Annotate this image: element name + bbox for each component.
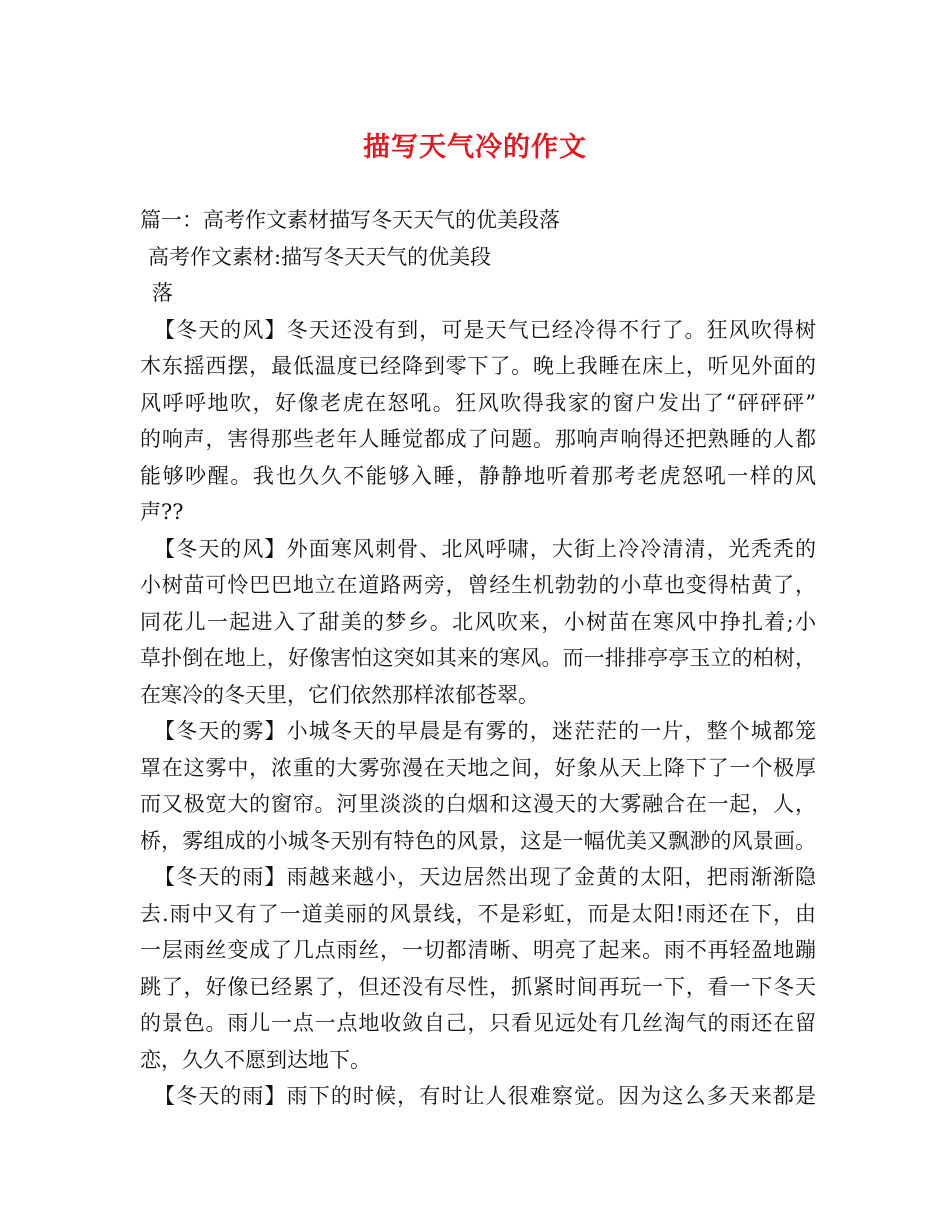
text-line: 在寒冷的冬天里，它们依然那样浓郁苍翠。 bbox=[140, 682, 539, 707]
text-line: 桥，雾组成的小城冬天别有特色的风景，这是一幅优美又飘渺的风景画。 bbox=[140, 828, 816, 853]
document-title: 描写天气冷的作文 bbox=[363, 132, 587, 163]
text-line: 【冬天的雾】小城冬天的早晨是有雾的，迷茫茫的一片，整个城都笼 bbox=[154, 719, 816, 743]
text-line: 【冬天的风】外面寒风刺骨、北风呼啸，大街上冷冷清清，光秃秃的 bbox=[154, 536, 816, 561]
document-body bbox=[140, 202, 816, 1115]
text-line: 草扑倒在地上，好像害怕这突如其来的寒风。而一排排亭亭玉立的柏树， bbox=[140, 646, 816, 670]
text-line: 落 bbox=[152, 281, 173, 305]
text-line: 风呼呼地吹，好像老虎在怒吼。狂风吹得我家的窗户发出了“砰砰砰” bbox=[140, 390, 816, 415]
text-line: 的景色。雨儿一点一点地收敛自己，只看见远处有几丝淘气的雨还在留 bbox=[140, 1011, 816, 1035]
text-line: 木东摇西摆，最低温度已经降到零下了。晚上我睡在床上，听见外面的 bbox=[140, 354, 816, 378]
text-line: 声?? bbox=[140, 500, 184, 524]
text-line: 同花儿一起进入了甜美的梦乡。北风吹来，小树苗在寒风中挣扎着;小 bbox=[140, 609, 816, 634]
text-line: 而又极宽大的窗帘。河里淡淡的白烟和这漫天的大雾融合在一起，人， bbox=[140, 792, 816, 816]
text-line: 去.雨中又有了一道美丽的风景线，不是彩虹，而是太阳!雨还在下，由 bbox=[140, 901, 816, 926]
text-line: 跳了，好像已经累了，但还没有尽性，抓紧时间再玩一下，看一下冬天 bbox=[140, 974, 816, 999]
text-line: 小树苗可怜巴巴地立在道路两旁，曾经生机勃勃的小草也变得枯黄了， bbox=[140, 573, 816, 597]
text-line: 高考作文素材:描写冬天天气的优美段 bbox=[148, 244, 492, 269]
text-line: 能够吵醒。我也久久不能够入睡，静静地听着那考老虎怒吼一样的风 bbox=[140, 463, 816, 488]
text-line: 的响声，害得那些老年人睡觉都成了问题。那响声响得还把熟睡的人都 bbox=[140, 427, 816, 451]
text-line: 罩在这雾中，浓重的大雾弥漫在天地之间，好象从天上降下了一个极厚 bbox=[140, 755, 816, 780]
text-line: 【冬天的风】冬天还没有到，可是天气已经冷得不行了。狂风吹得树 bbox=[154, 317, 816, 342]
text-line: 篇一：高考作文素材描写冬天天气的优美段落 bbox=[140, 208, 560, 232]
text-line: 【冬天的雨】雨下的时候，有时让人很难察觉。因为这么多天来都是 bbox=[154, 1084, 816, 1108]
text-line: 恋，久久不愿到达地下。 bbox=[140, 1047, 371, 1072]
text-line: 【冬天的雨】雨越来越小，天边居然出现了金黄的太阳，把雨渐渐隐 bbox=[154, 865, 816, 889]
text-line: 一层雨丝变成了几点雨丝，一切都清晰、明亮了起来。雨不再轻盈地蹦 bbox=[140, 938, 816, 962]
